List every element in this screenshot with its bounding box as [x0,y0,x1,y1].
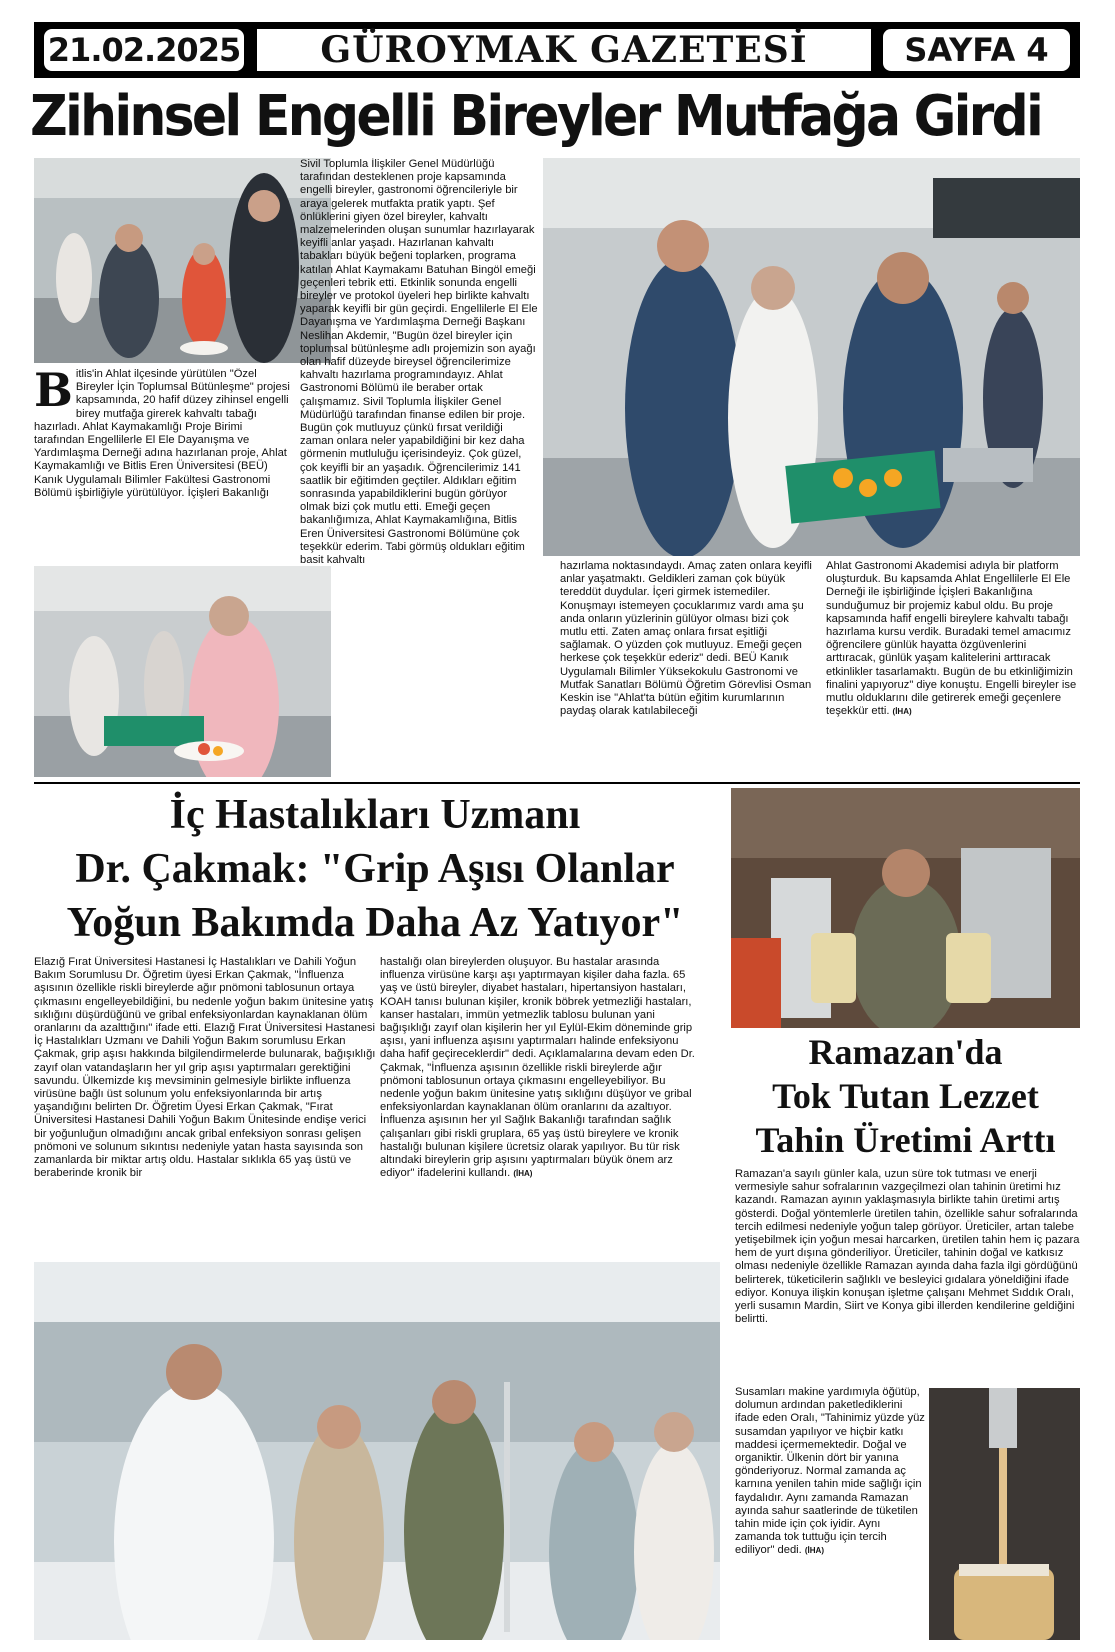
article1-column-3: hazırlama noktasındaydı. Amaç zaten onlara keyifli anlar yaşatmaktı. Geldikleri zaman çok büyük tereddüt duydular. İçeri girmek istemediler. Konuşmayı istemeyen çocuklarımız vardı ama şu anda onların yüzlerinin gülüyor olması bizi çok mutlu etti. Zaten amaç onlara fırsat eşitliği sağlamak. O yüzden çok mutluyuz. Emeği geçen herkese çok teşekkür ederiz" dedi. BEÜ Kanık Uygulamalı Bilimler Yüksekokulu Gastronomi ve Mutfak Sanatları Bölümü Öğretim Görevlisi Osman Keskin ise "Ahlat'ta bütün eğitim kurumlarının paydaş olarak katılabileceği [560,560,812,718]
article2-headline-line3: Yoğun Bakımda Daha Az Yatıyor" [66,900,684,946]
article1-dropcap: B [34,368,73,417]
article3-headline-line3: Tahin Üretimi Arttı [755,1120,1056,1160]
article2-headline-line2: Dr. Çakmak: "Grip Aşısı Olanlar [75,846,675,892]
article2-credit: (İHA) [513,1169,533,1179]
article1-headline: Zihinsel Engelli Bireyler Mutfağa Girdi [30,84,1042,149]
issue-date: 21.02.2025 [44,29,244,71]
article1-column-1 [34,368,290,558]
article1-column-4 [826,560,1078,778]
page-number: SAYFA 4 [883,29,1070,71]
article2-col2-text: hastalığı olan bireylerden oluşuyor. Bu hastalar arasında influenza virüsüne karşı aşı yaptırmayan kişiler daha fazla. 65 yaş ve üstü bireyler, diyabet hastaları, hipertansiyon hastaları, KOAH tanısı bulunan kişiler, kronik böbrek yetmezliği hastaları, kanser hastaları, immün yetmezlik tablosu bulunan yani bağışıklığı zayıf olan kişilerin her yıl Eylül-Ekim döneminde grip aşısı, yani influenza aşısını yaptırmaları halinde enfeksiyonu daha hafif geçireceklerdir" dedi. Açıklamalarına devam eden Dr. Çakmak, "İnfluenza aşısının özellikle riskli bireylerde ağır pnömoni tablosunun ortaya çıkmasını engelleyebiliyor. Bu nedenle yoğun bakım ünitesine yatış sıklığını düşüyor ve gribal enfeksiyonlardan kaynaklanan ölüm oranlarını da azaltıyor. İnfluenza aşısının her yıl Sağlık Bakanlığı tarafından sağlık çalışanları gibi riskli gruplara, 65 yaş üstü bireylere ve kronik hastalığı bulunan kişilere ücretsiz olarak yapılıyor. Bu tür risk altındaki bireylerin grip aşısını yaptırmaları büyük önem arz ediyor" ifadelerini kullandı. [380,956,695,1180]
kitchen-photo-small-1 [34,158,331,363]
article1-col4-text: Ahlat Gastronomi Akademisi adıyla bir platform oluşturduk. Bu kapsamda Ahlat Engellilerle El Ele Derneği ile işbirliğinde İçişleri Bakanlığına sunduğumuz bir projemiz kabul oldu. Bu proje kapsamında hafif engelli bireylere kahvaltı tabağı hazırlama kursu verdik. Buradaki temel amacımız öğrencilere günlük hayatta özgüvenlerini arttıracak, günlük yaşam kalitelerini arttıracak etkinlikler tasarlamaktı. Bugün de bu etkinliğimizin finalini yapıyoruz" diye konuştu. Engelli bireyler ise mutlu olduklarını dile getirerek emeği geçenlere teşekkür etti. [826,560,1077,718]
article2-column-2 [380,956,700,1260]
article1-col1-text: itlis'in Ahlat ilçesinde yürütülen "Özel Bireyler İçin Toplumsal Bütünleşme" projesi kapsamında, 20 hafif düzey zihinsel engelli birey mutfağa girerek kahvaltı tabağı hazırladı. Ahlat Kaymakamlığı Proje Birimi tarafından Engellilerle El Ele Dayanışma ve Yardımlaşma Derneği adına hazırlanan proje, Ahlat Kaymakamlığı ve Bitlis Eren Üniversitesi (BEÜ) Kanık Uygulamalı Bilimler Fakültesi Gastronomi Bölümü işbirliğiyle yürütülüyor. İçişleri Bakanlığı [34,368,290,499]
article3-body-wide: Ramazan'a sayılı günler kala, uzun süre tok tutması ve enerji vermesiyle sahur sofralarının vazgeçilmezi olan tahinin üretimi hız kazandı. Ramazan ayının yaklaşmasıyla birlikte tahin üretimi artış gösterdi. Doğal yöntemlerle üretilen tahin, özellikle sahur sofralarında tercih edilmesi nedeniyle yoğun talep görüyor. Üreticiler, artan talebe yetişebilmek için yoğun mesai harcarken, üretilen tahin hem iç pazara hem de yurt dışına gönderiliyor. Üreticiler, tahinin doğal ve katkısız olması nedeniyle özellikle Ramazan ayında daha fazla ilgi gördüğünü belirterek, tüketicilerin sağlıklı ve besleyici gıdalara yöneldiğini ifade ediyor. Konuya ilişkin konuşan işletme çalışanı Mehmet Sıddık Oralı, yerli susamın Mardin, Siirt ve Konya gibi illerden kendilerine geldiğini belirtti. [735,1168,1080,1326]
tahin-pouring-photo [929,1388,1080,1640]
kitchen-photo-small-2 [34,566,331,777]
article2-headline [30,788,720,958]
hospital-icu-photo [34,1262,720,1640]
article3-headline [728,1030,1083,1168]
article2-headline-line1: İç Hastalıkları Uzmanı [169,792,581,838]
article3-body-narrow [735,1386,925,1640]
article3-narrow-text: Susamları makine yardımıyla öğütüp, dolumun ardından paketlediklerini ifade eden Oralı, "Tahinimiz yüzde yüz susamdan yapılıyor ve hiçbir katkı maddesi içermemektedir. Doğal ve organiktir. Ülkenin dört bir yanına gönderiyoruz. Normal zamanda aç karnına yenilen tahin mide sağlığı için faydalıdır. Aynı zamanda Ramazan ayında sahur saatlerinde de tüketilen tahin mide için çok iyidir. Aynı zamanda tok tuttuğu için tercih ediliyor" dedi. [735,1386,925,1557]
newspaper-title: GÜROYMAK GAZETESİ [257,29,871,71]
section-divider [34,782,1080,784]
kitchen-photo-large [543,158,1080,556]
article3-headline-line1: Ramazan'da [808,1032,1003,1072]
article3-headline-line2: Tok Tutan Lezzet [772,1076,1039,1116]
article1-column-2: Sivil Toplumla İlişkiler Genel Müdürlüğü tarafından desteklenen proje kapsamında engelli bireyler, gastronomi öğrencileriyle bir araya gelerek mutfakta pratik yaptı. Şef önlüklerini giyen özel bireyler, kahvaltı malzemelerinden oluşan sunumlar hazırlayarak keyifli anlar yaşadı. Hazırlanan kahvaltı tabakları büyük beğeni toplarken, programa katılan Ahlat Kaymakamı Batuhan Bingöl emeği geçenleri tebrik etti. Etkinlik sonunda engelli bireyler ve protokol üyeleri hep birlikte kahvaltı yaparak keyifli bir gün geçirdi. Engellilerle El Ele Dayanışma ve Yardımlaşma Derneği Başkanı Neslihan Akdemir, "Bugün özel bireyler için toplumsal bütünleşme adlı projemizin son ayağı olan hafif düzeyde bireysel öğrencilerimize kahvaltı hazırlama programındayız. Ahlat Gastronomi Bölümü ile beraber ortak çalışmamız. Sivil Toplumla İlişkiler Genel Müdürlüğü tarafından finanse edilen bir proje. Bugün çok mutluyuz çünkü fırsat verildiği zaman onlara neler yapabildiğini bir kez daha görmenin mutluluğu içerisindeyiz. Çok güzel, çok keyifli bir an yaşadık. Öğrencilerimiz 141 saatlik bir eğitimden geçtiler. Aldıkları eğitim sonrasında yapabildiklerini bugün görüyor olmak bizi çok mutlu etti. Emeği geçen bakanlığımıza, Ahlat Kaymakamlığına, Bitlis Eren Üniversitesi Gastronomi Bölümüne çok teşekkür ederim. Tabi görmüş oldukları eğitim basit kahvaltı [300,158,538,567]
article1-credit: (İHA) [892,707,912,717]
article3-credit: (İHA) [804,1546,824,1556]
tahin-worker-photo [731,788,1080,1028]
article2-column-1: Elazığ Fırat Üniversitesi Hastanesi İç Hastalıkları ve Dahili Yoğun Bakım Sorumlusu Dr. Öğretim üyesi Erkan Çakmak, "İnfluenza aşısının özellikle riskli bireylerde ağır pnömoni tablosunun ortaya çıkmasını engelleyebildiğini, bu nedenle yoğun bakım ünitesine yatış sıklığını düşürdüğünü ve gribal enfeksiyonlardan kaynaklanan ölüm oranlarını da azalttığını" ifade etti. Elazığ Fırat Üniversitesi Hastanesi İç Hastalıkları Uzmanı ve Dahili Yoğun Bakım sorumlusu Erkan Çakmak, grip aşısı hakkında bilgilendirmelerde bulunarak, bağışıklığı zayıf olan vatandaşların her yıl grip aşısı yaptırmaları gerektiğini savundu. Ülkemizde kış mevsiminin gelmesiyle birlikte influenza virüsüne bağlı üst solunum yolu enfeksiyonlarında bir artış yaşandığını belirten Dr. Öğretim Üyesi Erkan Çakmak, "Fırat Üniversitesi Hastanesi Dahili Yoğun Bakım Ünitesinde endişe verici bir yoğunluğun olmadığını ancak gribal enfeksiyon sonrası gelişen pnömoni ve solunum sıkıntısı nedeniyle yatan hasta sayısında son zamanlarda bir miktar artış oldu. Hastalar sıklıkla 65 yaş üstü ve beraberinde kronik bir [34,956,376,1180]
